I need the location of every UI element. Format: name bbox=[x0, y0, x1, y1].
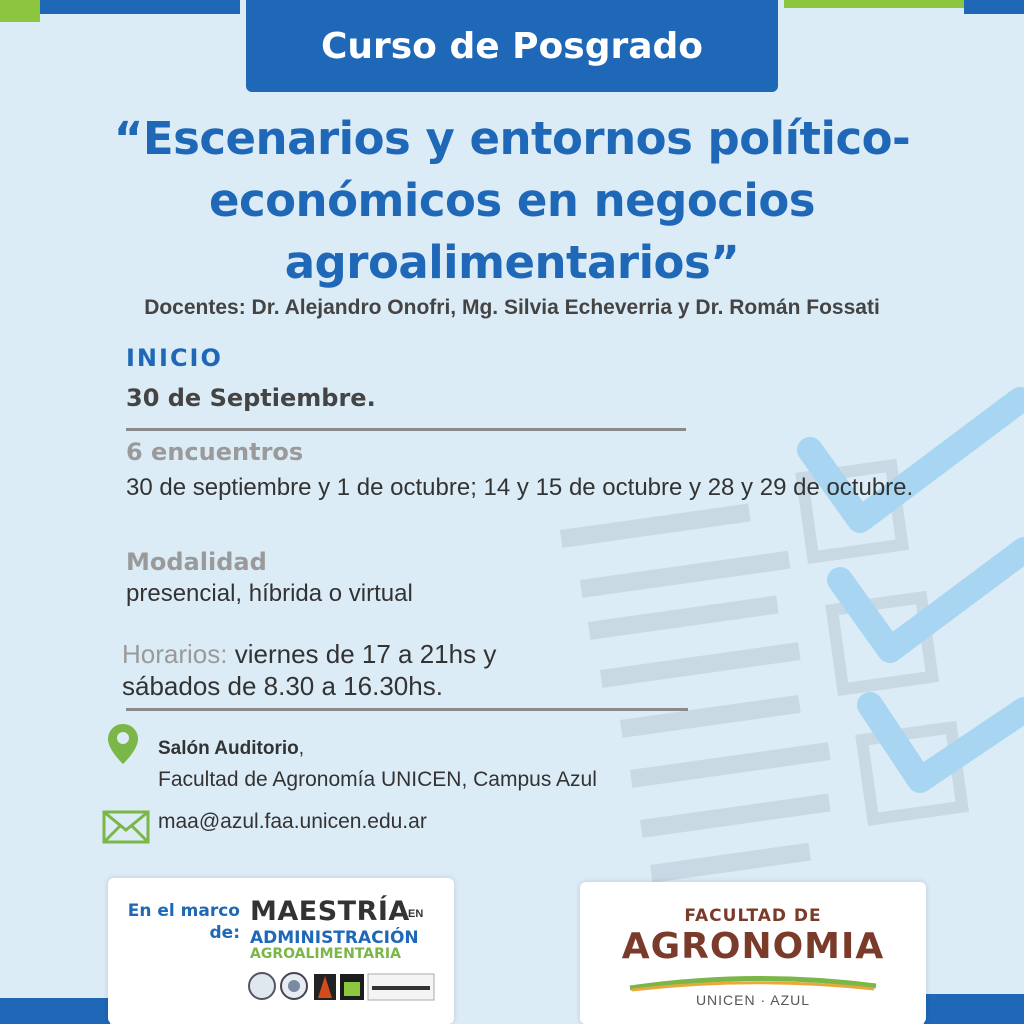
horarios-colon: : bbox=[220, 639, 228, 669]
docentes-text: Docentes: Dr. Alejandro Onofri, Mg. Silvia Echeverria y Dr. Román Fossati bbox=[144, 296, 880, 319]
maestria-title: MAESTRÍA bbox=[250, 896, 410, 927]
divider bbox=[126, 428, 686, 431]
contact-email[interactable]: maa@azul.faa.unicen.edu.ar bbox=[158, 810, 427, 833]
modalidad-text: presencial, híbrida o virtual bbox=[126, 580, 413, 607]
corner-decoration bbox=[924, 994, 1024, 1024]
location-name bbox=[158, 738, 304, 760]
horarios-line: viernes de 17 a 21hs y bbox=[227, 639, 497, 669]
checklist-illustration bbox=[540, 360, 1024, 920]
facultad-line1: FACULTAD DE bbox=[684, 906, 822, 926]
horarios-block bbox=[122, 638, 496, 702]
facultad-line2: AGRONOMIA bbox=[621, 926, 885, 967]
marco-label bbox=[122, 900, 240, 944]
course-title-line: “Escenarios y entornos político- bbox=[113, 112, 911, 165]
map-pin-icon bbox=[108, 724, 138, 764]
corner-decoration bbox=[0, 0, 40, 22]
horarios-line: sábados de 8.30 a 16.30hs. bbox=[122, 671, 443, 701]
facultad-line3: UNICEN · AZUL bbox=[695, 992, 811, 1008]
course-type-banner bbox=[246, 0, 778, 92]
course-type-label: Curso de Posgrado bbox=[320, 25, 704, 67]
corner-decoration bbox=[0, 998, 110, 1024]
course-title-line: económicos en negocios bbox=[208, 174, 816, 227]
inicio-label: INICIO bbox=[126, 344, 223, 372]
marco-line: En el marco bbox=[127, 901, 240, 921]
facultad-swoosh bbox=[628, 972, 878, 992]
institution-logos bbox=[246, 970, 436, 1002]
envelope-icon bbox=[102, 810, 150, 844]
marco-line: de: bbox=[209, 923, 240, 943]
horarios-label: Horarios bbox=[122, 639, 221, 669]
location-address: Facultad de Agronomía UNICEN, Campus Azul bbox=[158, 768, 597, 791]
maestria-logo bbox=[246, 892, 436, 1002]
modalidad-label: Modalidad bbox=[126, 548, 267, 576]
corner-decoration bbox=[964, 0, 1024, 14]
maestria-line2: ADMINISTRACIÓN bbox=[250, 928, 419, 948]
facultad-card bbox=[580, 882, 926, 1024]
course-title-line: agroalimentarios” bbox=[284, 236, 740, 289]
encuentros-dates: 30 de septiembre y 1 de octubre; 14 y 15 de octubre y 28 y 29 de octubre. bbox=[126, 474, 914, 501]
location-comma: , bbox=[298, 738, 305, 759]
corner-decoration bbox=[784, 0, 964, 8]
maestria-en: EN bbox=[408, 908, 424, 920]
maestria-card bbox=[108, 878, 454, 1024]
encuentros-label: 6 encuentros bbox=[126, 438, 304, 466]
divider bbox=[126, 708, 688, 711]
location-name-text: Salón Auditorio bbox=[158, 738, 299, 759]
course-title bbox=[60, 108, 964, 294]
maestria-line3: AGROALIMENTARIA bbox=[250, 946, 401, 962]
inicio-date: 30 de Septiembre. bbox=[126, 384, 376, 412]
corner-decoration bbox=[40, 0, 240, 14]
